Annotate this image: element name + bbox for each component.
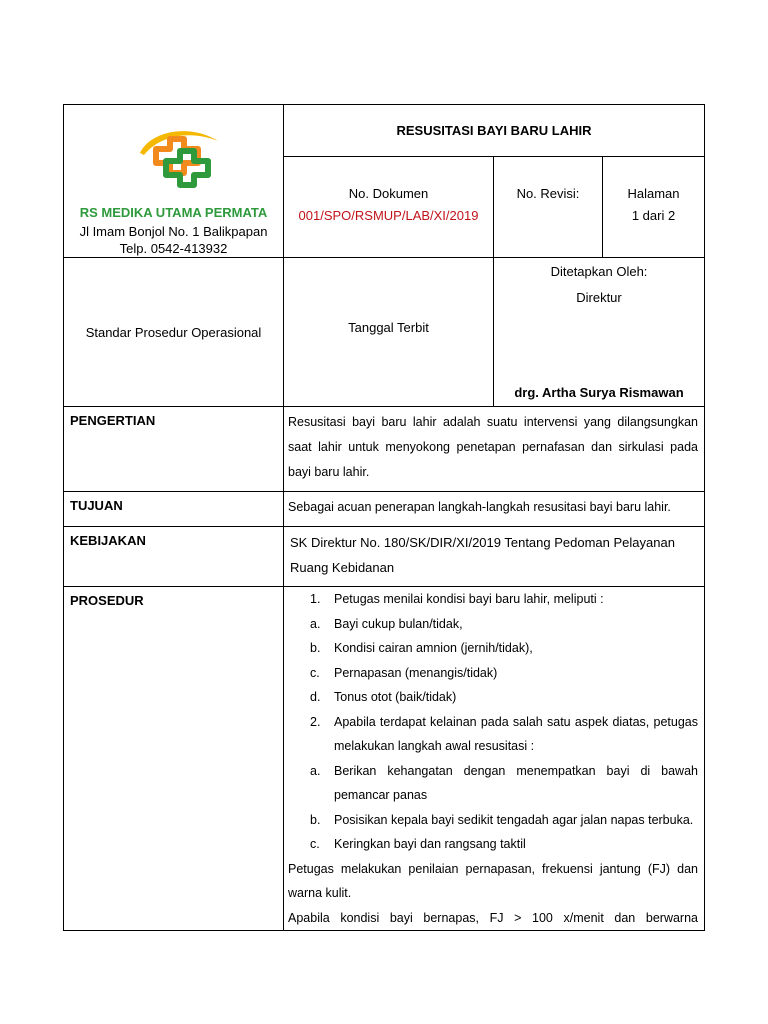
- list-item: a. Berikan kehangatan dengan menempatkan bayi di bawah pemancar panas: [310, 763, 698, 802]
- kebijakan-text: SK Direktur No. 180/SK/DIR/XI/2019 Tentang Pedoman Pelayanan Ruang Kebidanan: [284, 527, 705, 587]
- hospital-name: RS MEDIKA UTAMA PERMATA: [79, 205, 268, 220]
- list-item: c. Pernapasan (menangis/tidak): [310, 665, 498, 680]
- pengertian-label: PENGERTIAN: [64, 407, 284, 492]
- procedure-list: [284, 587, 705, 931]
- hospital-address: Jl Imam Bonjol No. 1 Balikpapan: [79, 224, 268, 239]
- established-by-label: Ditetapkan Oleh:: [550, 264, 648, 279]
- sop-document: [63, 104, 704, 931]
- hospital-logo-icon: [126, 127, 222, 199]
- list-item: 1. Petugas menilai kondisi bayi baru lahir, meliputi :: [310, 592, 604, 606]
- page-value: 1 dari 2: [631, 207, 676, 223]
- sop-label: Standar Prosedur Operasional: [64, 258, 284, 407]
- revision-cell: [494, 156, 603, 257]
- tujuan-label: TUJUAN: [64, 492, 284, 527]
- sop-table: [63, 104, 705, 931]
- established-by-cell: [494, 258, 705, 407]
- document-number-value: 001/SPO/RSMUP/LAB/XI/2019: [298, 207, 479, 223]
- page-cell: [603, 156, 705, 257]
- kebijakan-label: KEBIJAKAN: [64, 527, 284, 587]
- issue-date-label: Tanggal Terbit: [284, 258, 494, 407]
- list-item: a. Bayi cukup bulan/tidak,: [310, 616, 463, 631]
- pengertian-text: Resusitasi bayi baru lahir adalah suatu intervensi yang dilangsungkan saat lahir untuk menyokong penetapan pernafasan dan sirkulasi pada bayi baru lahir.: [284, 407, 705, 492]
- position-label: Direktur: [576, 290, 622, 305]
- document-number-cell: [284, 156, 494, 257]
- procedure-paragraph: Apabila kondisi bayi bernapas, FJ > 100 x/menit dan berwarna: [288, 910, 698, 925]
- hospital-phone: Telp. 0542-413932: [119, 241, 228, 256]
- document-number-label: No. Dokumen: [348, 185, 429, 201]
- revision-label: No. Revisi:: [516, 185, 580, 201]
- list-item: b. Posisikan kepala bayi sedikit tengadah agar jalan napas terbuka.: [310, 812, 694, 827]
- hospital-header: [64, 105, 284, 258]
- procedure-paragraph: Petugas melakukan penilaian pernapasan, frekuensi jantung (FJ) dan warna kulit.: [288, 861, 698, 900]
- list-item: b. Kondisi cairan amnion (jernih/tidak),: [310, 641, 533, 655]
- page-label: Halaman: [627, 185, 680, 201]
- prosedur-label: PROSEDUR: [64, 587, 284, 931]
- tujuan-text: Sebagai acuan penerapan langkah-langkah resusitasi bayi baru lahir.: [284, 492, 705, 527]
- document-title: RESUSITASI BAYI BARU LAHIR: [284, 105, 705, 157]
- list-item: d. Tonus otot (baik/tidak): [310, 690, 457, 704]
- list-item: c. Keringkan bayi dan rangsang taktil: [310, 837, 526, 851]
- signatory-name: drg. Artha Surya Rismawan: [514, 385, 684, 400]
- list-item: 2. Apabila terdapat kelainan pada salah satu aspek diatas, petugas melakukan langkah awal resusitasi :: [310, 714, 698, 753]
